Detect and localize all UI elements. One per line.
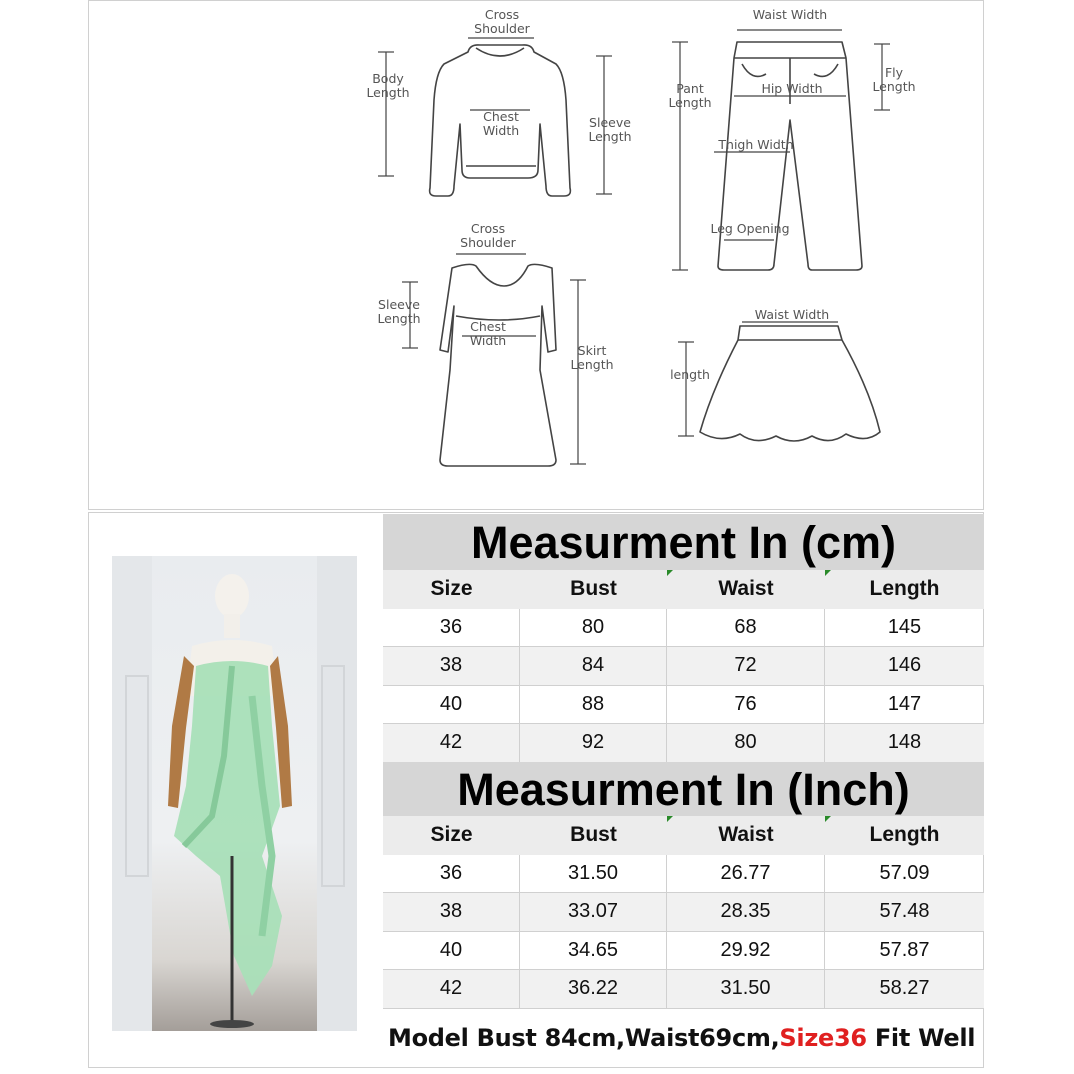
cell-length: 146 — [887, 654, 922, 677]
skirt-outline — [700, 326, 880, 441]
skirt-waist-width-label: Waist Width — [754, 307, 830, 322]
dress-chest-width-label: Chest Width — [469, 319, 507, 348]
dress-outline — [440, 264, 556, 466]
cell-length: 145 — [887, 615, 922, 638]
model-note-text: Model Bust 84cm,Waist69cm, — [388, 1024, 780, 1052]
cell-waist: 29.92 — [667, 932, 825, 970]
header-length: Length — [825, 570, 984, 609]
top-cross-shoulder-label: Cross Shoulder — [474, 7, 530, 36]
cell-length: 57.48 — [879, 900, 930, 923]
model-note-size: Size36 — [779, 1024, 867, 1052]
table-row — [383, 970, 984, 1009]
cell-waist: 72 — [667, 647, 825, 685]
cell-length: 147 — [887, 692, 922, 715]
table-cm-title: Measurment In (cm) — [383, 514, 984, 570]
pants-hip-width-label: Hip Width — [761, 81, 823, 96]
model-fit-note — [388, 1024, 984, 1052]
dress-cross-shoulder-label: Cross Shoulder — [460, 221, 516, 250]
cell-size: 36 — [383, 855, 520, 893]
cell-size: 38 — [383, 647, 520, 685]
pants-pocket-l — [742, 64, 766, 76]
table-inch-header — [383, 816, 984, 855]
cell-bust: 80 — [520, 609, 667, 647]
header-bust: Bust — [570, 577, 617, 601]
cell-bust: 31.50 — [520, 855, 667, 893]
cell-length: 148 — [887, 731, 922, 754]
dress-sleeve-length-label: Sleeve Length — [377, 297, 421, 326]
mannequin-dress-image — [112, 556, 357, 1031]
top-body-length-label: Body Length — [366, 71, 410, 100]
header-waist: Waist — [667, 570, 825, 609]
header-waist: Waist — [667, 816, 825, 855]
cell-size: 42 — [383, 724, 520, 762]
sweater-neckline — [476, 48, 524, 56]
header-size: Size — [430, 823, 473, 847]
table-row — [383, 932, 984, 971]
top-sleeve-length-label: Sleeve Length — [588, 115, 632, 144]
skirt-length-label: length — [670, 367, 710, 382]
table-row — [383, 724, 984, 763]
pants-leg-opening-label: Leg Opening — [710, 221, 790, 236]
pants-waist-width-label: Waist Width — [752, 7, 828, 22]
pants-thigh-width-label: Thigh Width — [718, 137, 794, 152]
cell-waist: 26.77 — [667, 855, 825, 893]
cell-length: 57.87 — [879, 938, 930, 961]
cell-waist: 31.50 — [667, 970, 825, 1008]
pants-length-label: Pant Length — [668, 81, 712, 110]
cell-bust: 92 — [520, 724, 667, 762]
table-inch-title: Measurment In (Inch) — [383, 762, 984, 816]
cell-bust: 34.65 — [520, 932, 667, 970]
table-cm-header — [383, 570, 984, 609]
cell-bust: 36.22 — [520, 970, 667, 1008]
table-row — [383, 855, 984, 894]
cell-length: 57.09 — [879, 861, 930, 884]
cell-size: 40 — [383, 686, 520, 724]
table-row — [383, 647, 984, 686]
top-chest-width-label: Chest Width — [482, 109, 520, 138]
header-bust: Bust — [570, 823, 617, 847]
table-row — [383, 686, 984, 725]
cell-bust: 84 — [520, 647, 667, 685]
cell-size: 42 — [383, 970, 520, 1008]
cell-size: 38 — [383, 893, 520, 931]
pants-fly-length-label: Fly Length — [872, 65, 916, 94]
cell-waist: 76 — [667, 686, 825, 724]
size-table-cm — [383, 514, 984, 763]
cell-size: 40 — [383, 932, 520, 970]
model-photo — [112, 556, 357, 1031]
dress-skirt-length-label: Skirt Length — [570, 343, 614, 372]
cell-waist: 80 — [667, 724, 825, 762]
cell-waist: 28.35 — [667, 893, 825, 931]
cell-bust: 88 — [520, 686, 667, 724]
size-table-inch — [383, 762, 984, 1009]
cell-length: 58.27 — [879, 977, 930, 1000]
model-note-fit: Fit Well — [866, 1024, 976, 1052]
table-row — [383, 893, 984, 932]
cell-waist: 68 — [667, 609, 825, 647]
cell-size: 36 — [383, 609, 520, 647]
pants-pocket-r — [814, 64, 838, 76]
header-size: Size — [430, 577, 473, 601]
header-length: Length — [825, 816, 984, 855]
cell-bust: 33.07 — [520, 893, 667, 931]
table-row — [383, 609, 984, 648]
